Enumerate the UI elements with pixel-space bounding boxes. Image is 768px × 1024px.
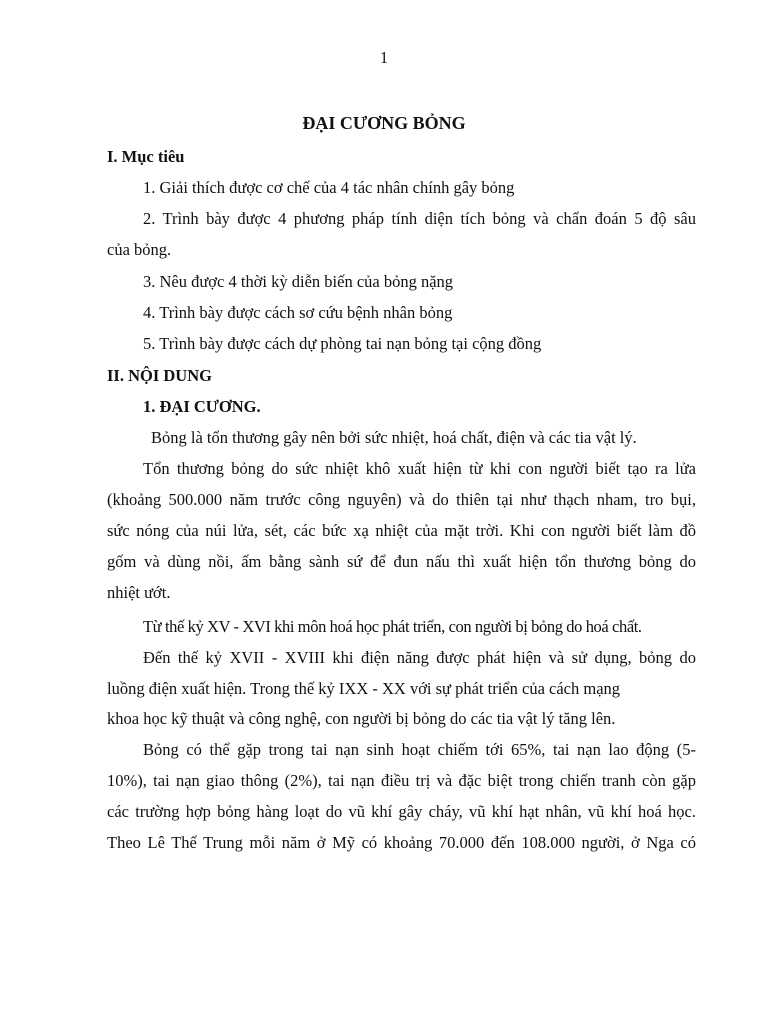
- objective-item: 4. Trình bày được cách sơ cứu bệnh nhân bỏng: [143, 303, 453, 322]
- paragraph-line: Tổn thương bỏng do sức nhiệt khô xuất hiện từ khi con người biết tạo ra lửa: [143, 459, 696, 478]
- paragraph-line: khoa học kỹ thuật và công nghệ, con người bị bỏng do các tia vật lý tăng lên.: [107, 709, 616, 728]
- objective-item: 1. Giải thích được cơ chế của 4 tác nhân chính gây bỏng: [143, 178, 515, 197]
- objective-item: 5. Trình bày được cách dự phòng tai nạn bỏng tại cộng đồng: [143, 334, 542, 353]
- objective-item-continuation: của bỏng.: [107, 240, 172, 259]
- paragraph-line: nhiệt ướt.: [107, 583, 171, 602]
- paragraph-line: 10%), tai nạn giao thông (2%), tai nạn điều trị và đặc biệt trong chiến tranh còn gặp: [107, 771, 696, 790]
- paragraph-line: Đến thế kỷ XVII - XVIII khi điện năng được phát hiện và sử dụng, bỏng do: [143, 648, 696, 667]
- paragraph-line: gốm và dùng nồi, ấm bằng sành sứ để đun nấu thì xuất hiện tổn thương bỏng do: [107, 552, 696, 571]
- section-heading-content: II. NỘI DUNG: [107, 366, 212, 385]
- objective-item: 3. Nêu được 4 thời kỳ diễn biến của bỏng nặng: [143, 272, 454, 291]
- paragraph-line: luồng điện xuất hiện. Trong thế kỷ IXX - XX với sự phát triển của cách mạng: [107, 679, 621, 698]
- document-title: ĐẠI CƯƠNG BỎNG: [302, 113, 466, 133]
- paragraph-line: Bỏng là tổn thương gây nên bởi sức nhiệt, hoá chất, điện và các tia vật lý.: [151, 428, 637, 447]
- paragraph-line: Từ thế kỷ XV - XVI khi môn hoá học phát triển, con người bị bỏng do hoá chất.: [143, 617, 642, 636]
- paragraph-line: các trường hợp bỏng hàng loạt do vũ khí gây cháy, vũ khí hạt nhân, vũ khí hoá học.: [107, 802, 696, 821]
- paragraph-line: sức nóng của núi lửa, sét, các bức xạ nhiệt của mặt trời. Khi con người biết làm đồ: [107, 521, 696, 540]
- paragraph-line: (khoảng 500.000 năm trước công nguyên) và do thiên tại như thạch nham, tro bụi,: [107, 490, 696, 509]
- objective-item: 2. Trình bày được 4 phương pháp tính diện tích bỏng và chẩn đoán 5 độ sâu: [143, 209, 696, 228]
- page-number: 1: [379, 48, 389, 67]
- paragraph-line: Bỏng có thể gặp trong tai nạn sinh hoạt chiếm tới 65%, tai nạn lao động (5-: [143, 740, 696, 759]
- section-heading-objectives: I. Mục tiêu: [107, 147, 185, 166]
- subsection-heading: 1. ĐẠI CƯƠNG.: [143, 397, 261, 416]
- paragraph-line: Theo Lê Thế Trung mỗi năm ở Mỹ có khoảng 70.000 đến 108.000 người, ở Nga có: [107, 833, 696, 852]
